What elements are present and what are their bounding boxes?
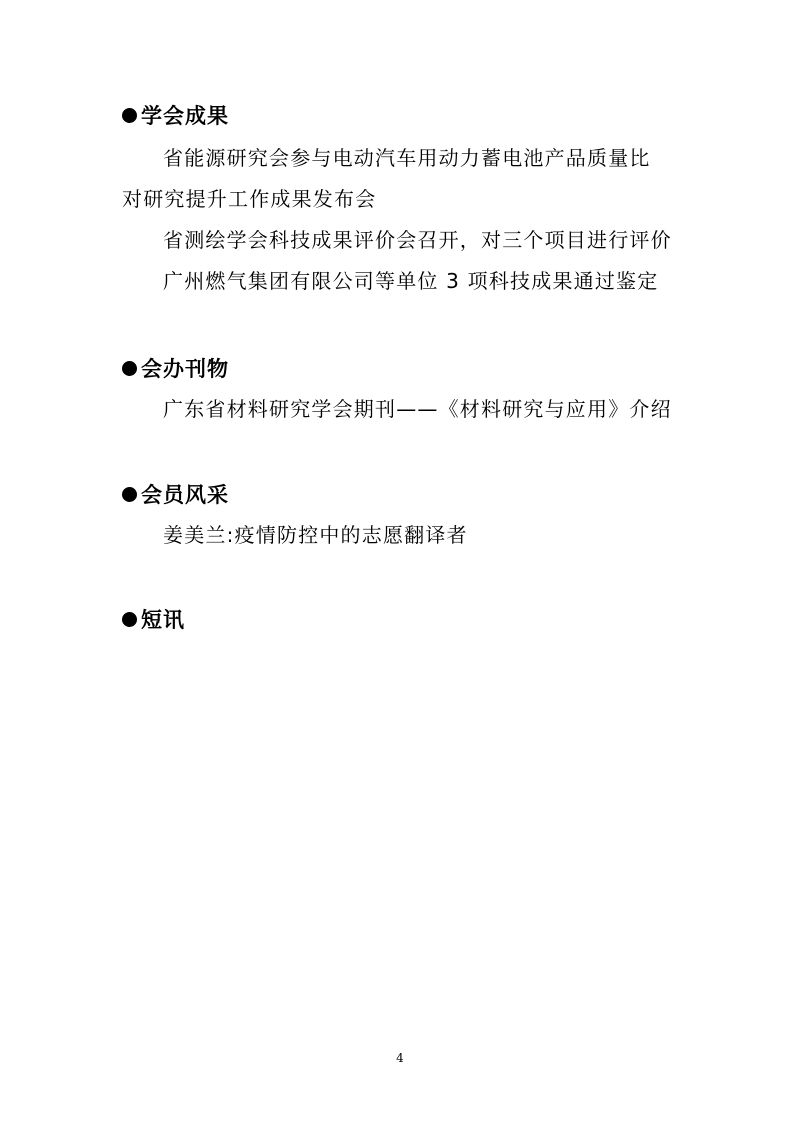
list-item: 省测绘学会科技成果评价会召开，对三个项目进行评价	[163, 228, 672, 252]
section-heading	[122, 98, 692, 132]
list-item-continuation: 对研究提升工作成果发布会	[122, 187, 377, 211]
section-heading	[122, 477, 692, 511]
list-item: 广州燃气集团有限公司等单位 3 项科技成果通过鉴定	[163, 269, 659, 293]
section-member-spotlight	[122, 477, 692, 556]
bullet-icon	[122, 612, 137, 627]
section-heading	[122, 602, 692, 636]
section-achievements	[122, 98, 692, 302]
section-heading-text: 会员风采	[141, 482, 229, 507]
bullet-icon	[122, 487, 137, 502]
page-number: 4	[396, 1051, 404, 1065]
list-item: 省能源研究会参与电动汽车用动力蓄电池产品质量比	[163, 146, 651, 170]
section-heading-text: 短讯	[141, 607, 185, 632]
section-heading-text: 会办刊物	[141, 356, 229, 381]
bullet-icon	[122, 361, 137, 376]
list-item: 广东省材料研究学会期刊——《材料研究与应用》介绍	[163, 397, 672, 421]
list-item: 姜美兰:疫情防控中的志愿翻译者	[163, 523, 468, 547]
section-heading	[122, 351, 692, 385]
bullet-icon	[122, 108, 137, 123]
section-publications	[122, 351, 692, 430]
section-heading-text: 学会成果	[141, 103, 229, 128]
section-news-briefs	[122, 602, 692, 636]
